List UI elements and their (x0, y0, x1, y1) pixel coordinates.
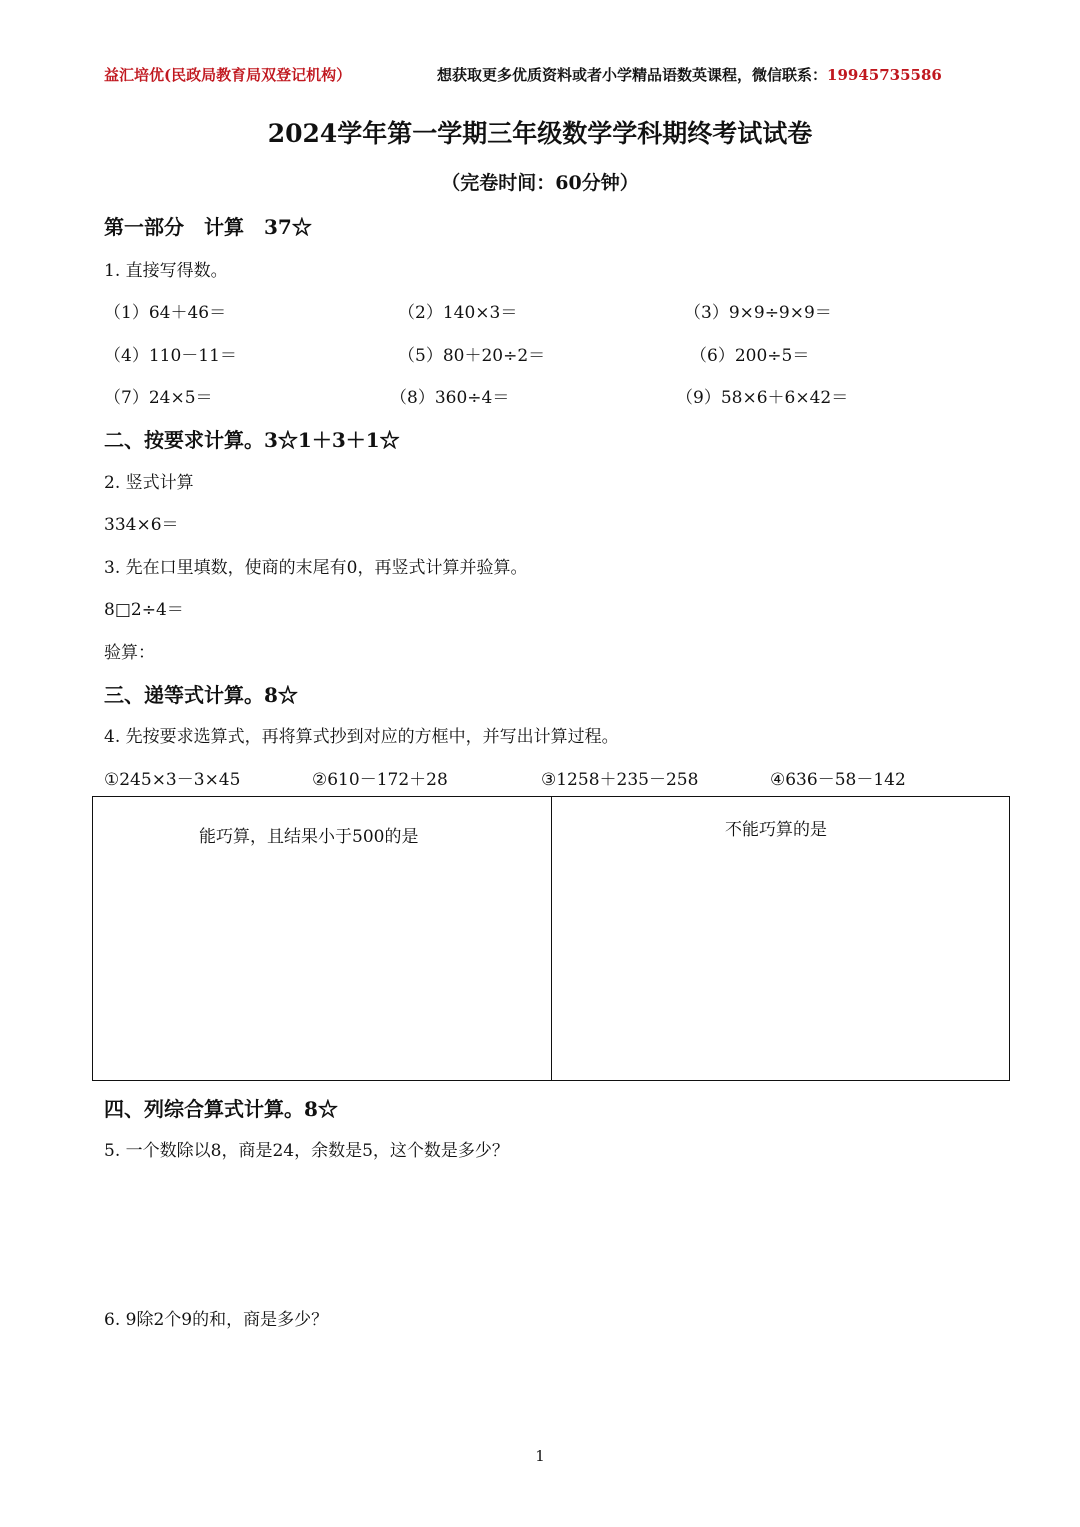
q1-item-2: （2）140×3＝ (398, 303, 518, 323)
part3-heading: 三、递等式计算。8☆ (104, 683, 298, 707)
header-contact-text: 想获取更多优质资料或者小学精品语数英课程，微信联系： (437, 66, 828, 84)
header-contact (437, 64, 942, 85)
part1-heading: 第一部分 计算 37☆ (104, 215, 312, 239)
page-subtitle: （完卷时间：60分钟） (441, 172, 639, 194)
q4-answer-box (92, 796, 1010, 1081)
q1-item-8: （8）360÷4＝ (390, 388, 510, 408)
q4-option-4: ④636－58－142 (770, 770, 906, 790)
header-phone: 19945735586 (827, 66, 942, 84)
box-divider (551, 797, 552, 1080)
header-organization: 益汇培优(民政局教育局双登记机构） (104, 66, 352, 84)
q1-prompt: 1. 直接写得数。 (104, 261, 228, 281)
q5-prompt: 5. 一个数除以8，商是24，余数是5，这个数是多少？ (104, 1141, 509, 1161)
q3-expression: 8□2÷4＝ (104, 600, 184, 620)
q4-option-2: ②610－172＋28 (312, 770, 448, 790)
q4-option-3: ③1258＋235－258 (541, 770, 699, 790)
q1-item-9: （9）58×6＋6×42＝ (676, 388, 849, 408)
q1-item-5: （5）80＋20÷2＝ (398, 346, 546, 366)
q1-item-7: （7）24×5＝ (104, 388, 213, 408)
q1-item-1: （1）64＋46＝ (104, 303, 227, 323)
q3-check-label: 验算： (104, 643, 155, 663)
q1-item-6: （6）200÷5＝ (690, 346, 810, 366)
page-title: 2024学年第一学期三年级数学学科期终考试试卷 (267, 119, 813, 148)
part2-heading: 二、按要求计算。3☆1＋3＋1☆ (104, 428, 400, 452)
q3-prompt: 3. 先在口里填数，使商的末尾有0，再竖式计算并验算。 (104, 558, 528, 578)
q2-prompt: 2. 竖式计算 (104, 473, 194, 493)
q1-item-4: （4）110－11＝ (104, 346, 237, 366)
box-label-not-smart-calc: 不能巧算的是 (725, 820, 827, 840)
q6-prompt: 6. 9除2个9的和，商是多少？ (104, 1310, 329, 1330)
part4-heading: 四、列综合算式计算。8☆ (104, 1097, 338, 1121)
box-label-smart-calc: 能巧算，且结果小于500的是 (199, 827, 419, 847)
page-number: 1 (535, 1447, 545, 1465)
q4-option-1: ①245×3－3×45 (104, 770, 241, 790)
q2-expression: 334×6＝ (104, 515, 179, 535)
q1-item-3: （3）9×9÷9×9＝ (684, 303, 832, 323)
q4-prompt: 4. 先按要求选算式，再将算式抄到对应的方框中，并写出计算过程。 (104, 727, 619, 747)
